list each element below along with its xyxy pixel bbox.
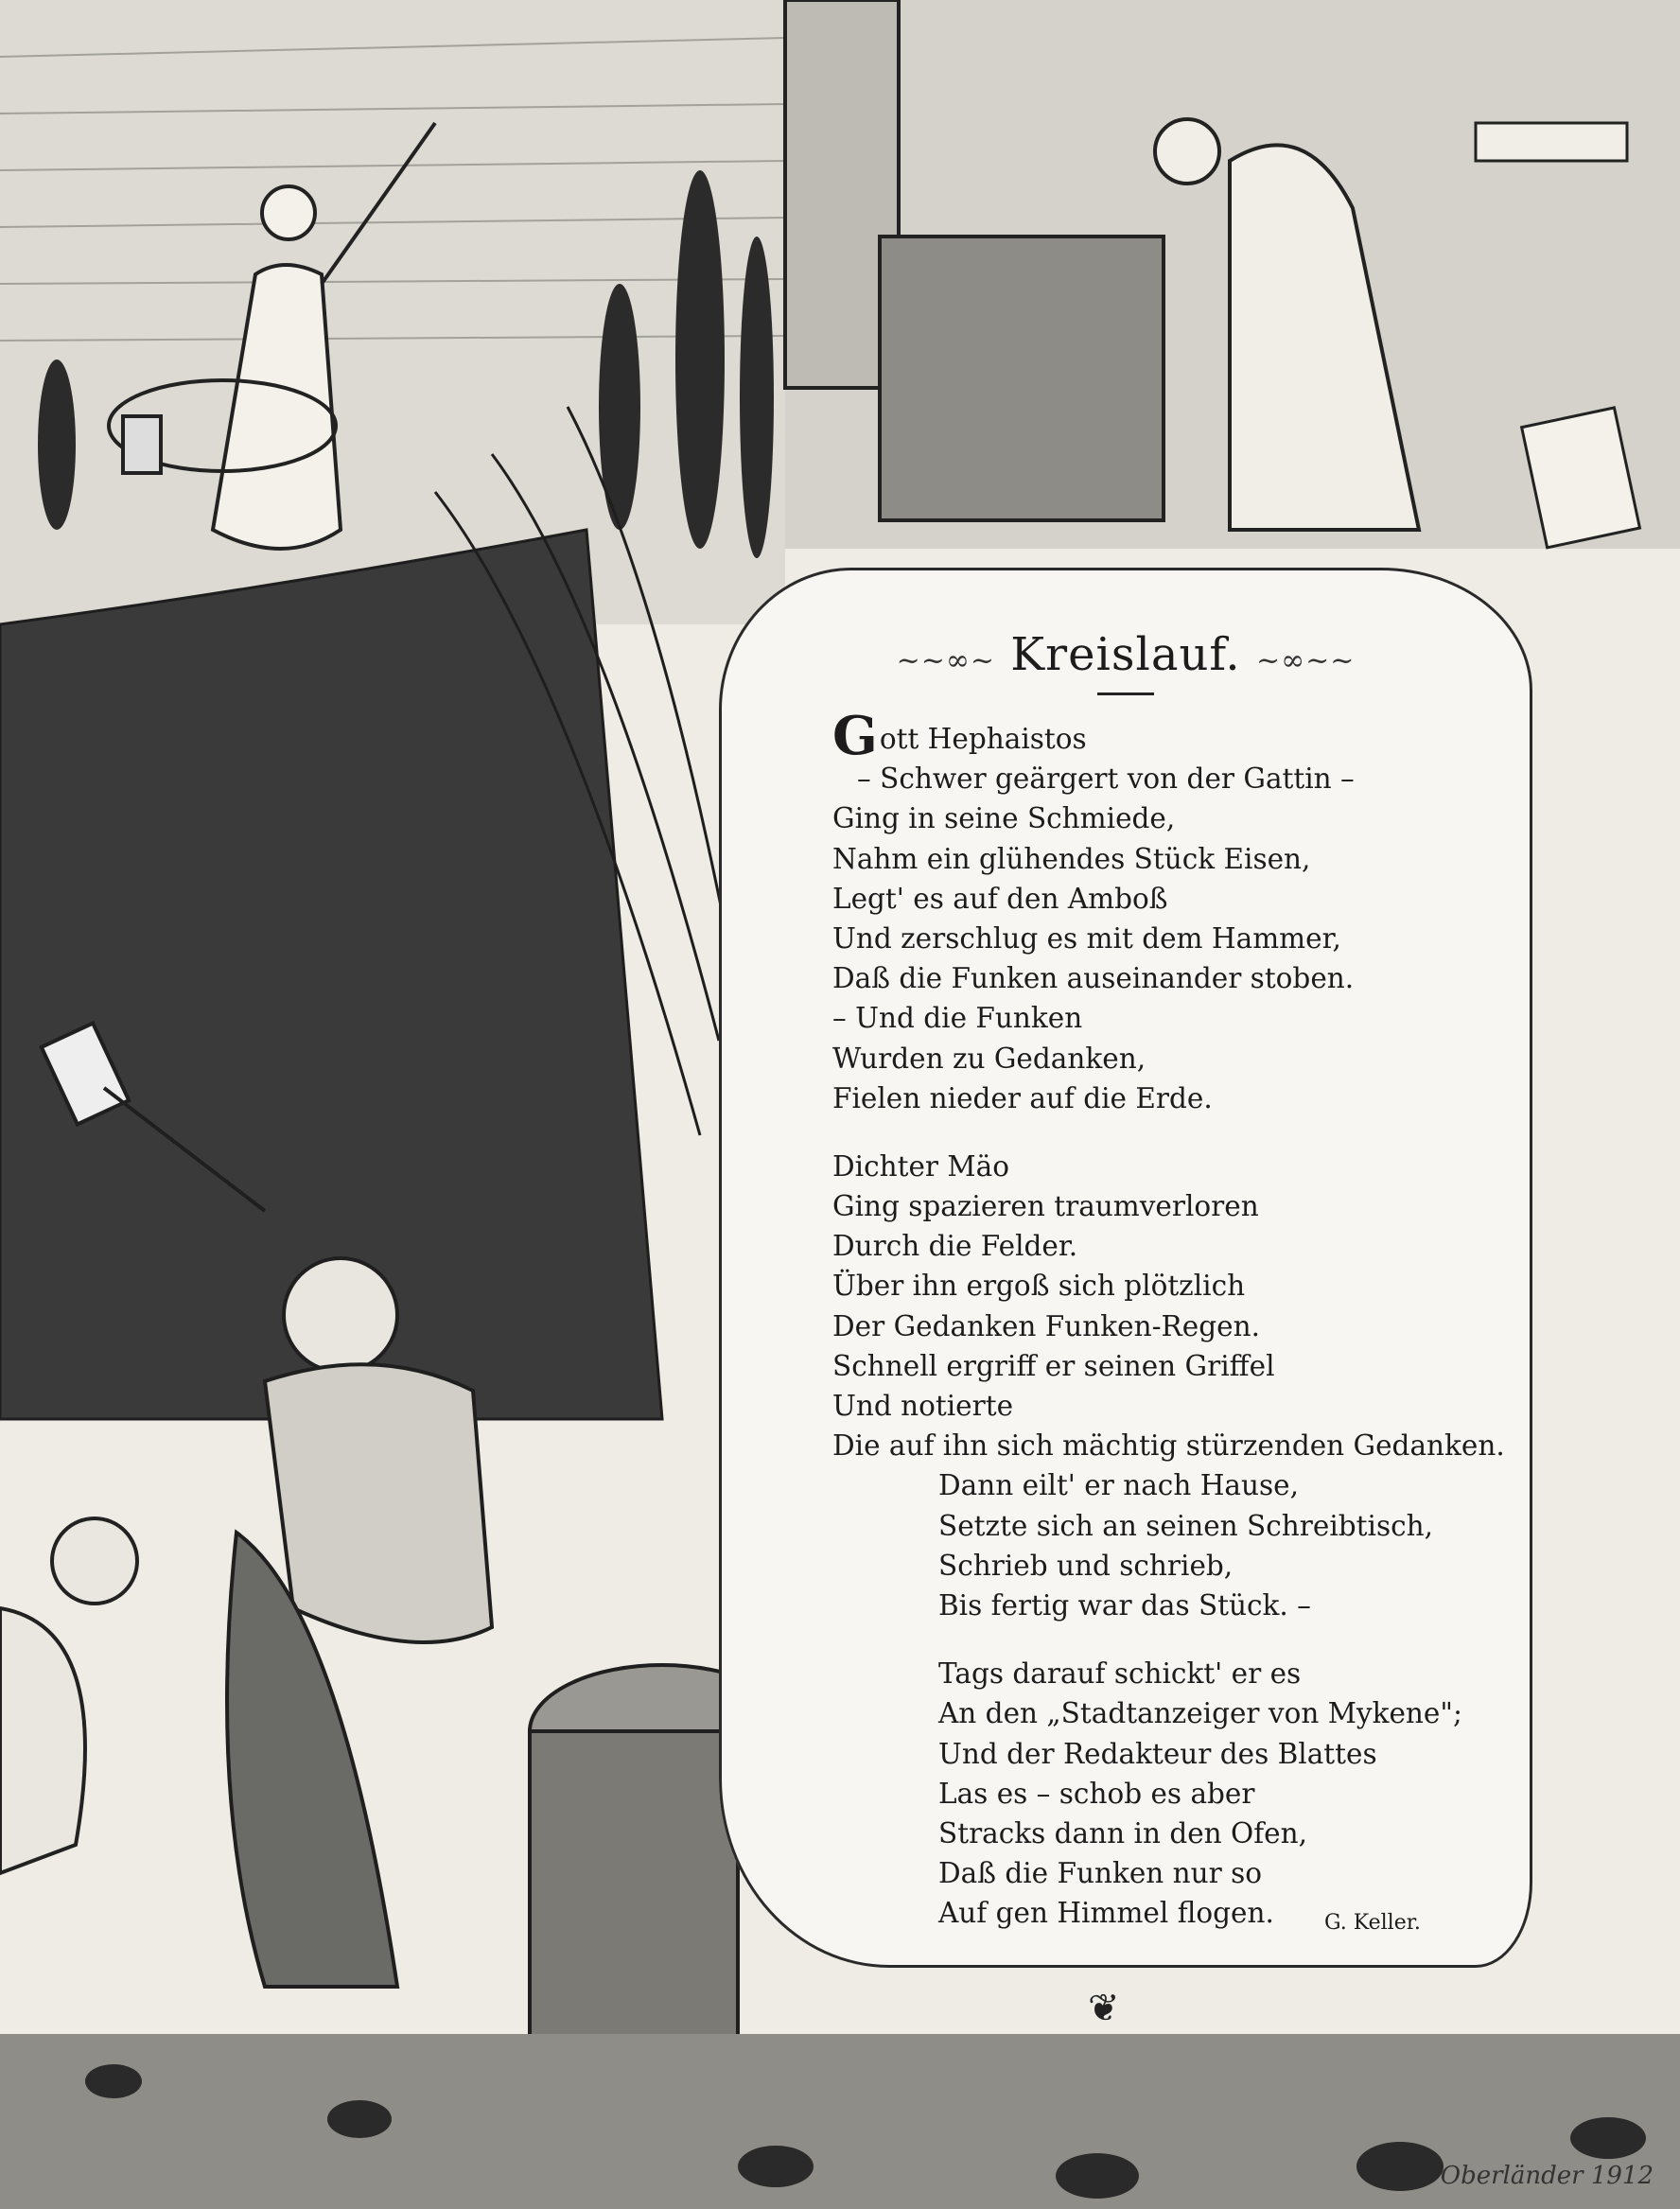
poem-title-row <box>719 628 1532 681</box>
poem-line: Tags darauf schickt' er es <box>938 1657 1302 1691</box>
poem-line: Durch die Felder. <box>832 1230 1078 1263</box>
poem-line: Wurden zu Gedanken, <box>832 1042 1146 1075</box>
drop-cap: G <box>832 705 878 767</box>
poem-line: Und notierte <box>832 1390 1014 1422</box>
poem-line: Und zerschlug es mit dem Hammer, <box>832 921 1341 955</box>
poem-line: Setzte sich an seinen Schreibtisch, <box>938 1509 1433 1542</box>
poem-line: – Schwer geärgert von der Gattin – <box>857 763 1355 796</box>
poem-line: Daß die Funken nur so <box>938 1857 1263 1890</box>
poem-line: Stracks dann in den Ofen, <box>938 1816 1307 1850</box>
title-rule <box>1097 693 1154 695</box>
poem-line: Gott Hephaistos <box>832 705 1087 767</box>
poem-line: Der Gedanken Funken-Regen. <box>832 1309 1260 1342</box>
poem-line: Ging spazieren traumverloren <box>832 1190 1259 1223</box>
end-ornament-icon: ❦ <box>1088 1987 1120 2030</box>
poem-line: Die auf ihn sich mächtig stürzenden Gedanken. <box>832 1429 1505 1463</box>
poem-line: Schrieb und schrieb, <box>938 1549 1234 1582</box>
poem-line: Nahm ein glühendes Stück Eisen, <box>832 842 1311 875</box>
scholar-study <box>785 0 1680 549</box>
poem-line: Und der Redakteur des Blattes <box>938 1737 1377 1770</box>
poem-line: Dichter Mäo <box>832 1149 1009 1183</box>
poem-line: Las es – schob es aber <box>938 1777 1255 1810</box>
poem-line: – Und die Funken <box>832 1002 1083 1035</box>
poem-line: Legt' es auf den Amboß <box>832 882 1168 915</box>
poem-line: Über ihn ergoß sich plötzlich <box>832 1270 1246 1303</box>
poem-line: An den „Stadtanzeiger von Mykene"; <box>938 1697 1462 1730</box>
poem-line: Dann eilt' er nach Hause, <box>938 1469 1299 1502</box>
artist-signature: Oberländer 1912 <box>1440 2162 1654 2190</box>
poem-line: Bis fertig war das Stück. – <box>938 1588 1311 1622</box>
title-ornament-right: ~∞~~ <box>1255 644 1356 677</box>
title-ornament-left: ~~∞~ <box>896 644 996 677</box>
poem-line: Schnell ergriff er seinen Griffel <box>832 1349 1275 1382</box>
poem-line: Ging in seine Schmiede, <box>832 802 1176 835</box>
poem-panel <box>719 568 1532 2030</box>
poem-author: G. Keller. <box>1324 1911 1421 1935</box>
poem-line: Fielen nieder auf die Erde. <box>832 1081 1213 1114</box>
poem-title: Kreislauf. <box>1010 628 1241 681</box>
poem-body <box>832 705 1514 1933</box>
poem-line: Daß die Funken auseinander stoben. <box>832 962 1355 995</box>
poem-line: Auf gen Himmel flogen. <box>938 1897 1274 1930</box>
